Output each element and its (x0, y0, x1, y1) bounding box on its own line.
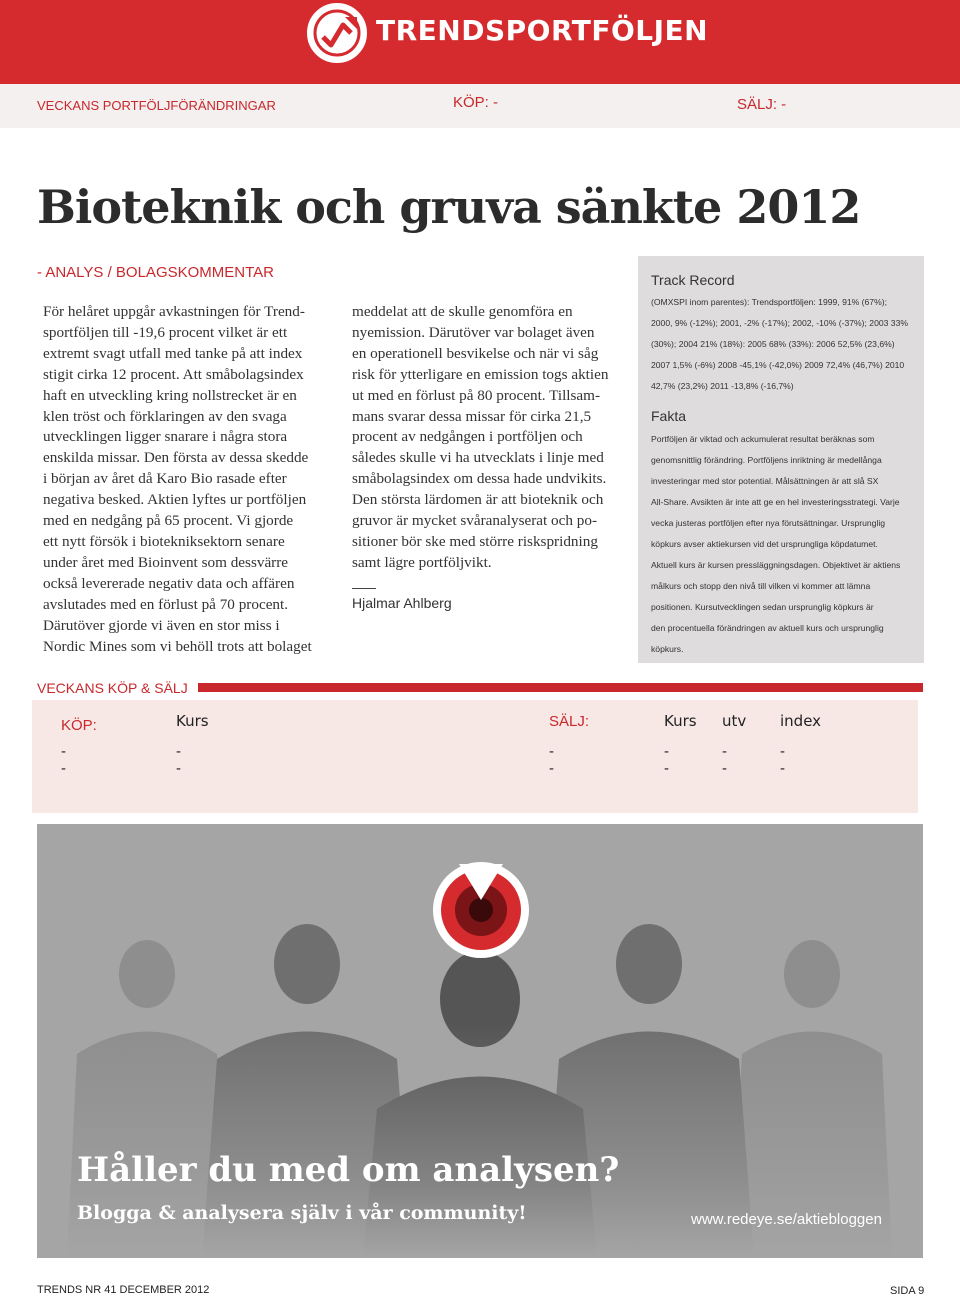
sell-cell: - (549, 743, 554, 760)
target-icon (431, 860, 531, 960)
text-line: klen tröst och förklaringen av den svaga (43, 407, 287, 425)
sell-utv-header: utv (722, 712, 747, 730)
text-line: haft en utveckling kring nollstrecket är en (43, 386, 297, 404)
text-line: under året med Bioinvent som dessvärre (43, 553, 289, 571)
buy-cell: - (176, 760, 181, 777)
text-line: 2007 1,5% (-6%) 2008 -45,1% (-42,0%) 2009 72,4% (46,7%) 2010 (651, 360, 905, 370)
text-line: sportföljen till -19,6 procent vilket är ett (43, 323, 288, 341)
banner-subline: Blogga & analysera själv i vår community! (77, 1202, 527, 1224)
track-record-text (651, 292, 908, 397)
text-line: enskilda missar. Den första av dessa skedde (43, 449, 309, 467)
trades-title-rule (198, 683, 923, 692)
text-line: All-Share. Avsikten är inte att ge en hel investeringsstrategi. Varje (651, 497, 900, 507)
text-line: med en nedgång på 65 procent. Vi gjorde (43, 512, 294, 530)
text-line: 2000, 9% (-12%); 2001, -2% (-17%); 2002, -10% (-37%); 2003 33% (651, 318, 908, 328)
sell-cell: - (780, 743, 785, 760)
text-line: Den största lärdomen är att bioteknik och (352, 491, 604, 509)
sell-cell: - (722, 743, 727, 760)
info-sidebar (638, 256, 924, 663)
text-line: mans svarar dessa missar för cirka 21,5 (352, 407, 592, 425)
text-line: (OMXSPI inom parentes): Trendsportföljen: 1999, 91% (67%); (651, 297, 887, 307)
buy-cell: - (61, 743, 66, 760)
sell-label: SÄLJ: (549, 713, 590, 730)
text-line: avslutades med en förlust på 70 procent. (43, 595, 289, 613)
buy-cell: - (176, 743, 181, 760)
footer-page-number: SIDA 9 (890, 1285, 925, 1297)
text-line: positionen. Kursutvecklingen sedan ursprunglig köpkurs är (651, 602, 874, 612)
text-line: köpkurs. (651, 644, 684, 654)
sell-cell: - (664, 743, 669, 760)
text-line: Aktuell kurs är kursen pressläggningsdagen. Objektivet är aktiens (651, 560, 901, 570)
text-line: köpkurs avser aktiekursen vid det ursprungliga köpdatumet. (651, 539, 878, 549)
sell-cell: - (664, 760, 669, 777)
text-line: 42,7% (23,2%) 2011 -13,8% (-16,7%) (651, 381, 794, 391)
text-line: negativa besked. Aktien lyftes ur portföljen (43, 491, 307, 509)
text-line: procent av nedgången i portföljen och (352, 428, 583, 446)
text-line: i början av året då Karo Bio rasade efter (43, 470, 287, 488)
text-line: meddelat att de skulle genomföra en (352, 303, 573, 320)
text-line: således skulle vi ha utvecklats i linje med (352, 449, 604, 467)
community-banner[interactable] (37, 824, 923, 1258)
section-tag: - ANALYS / BOLAGSKOMMENTAR (37, 264, 274, 281)
text-line: också levererade negativ data och affären (43, 574, 295, 592)
portfolio-changes-label: VECKANS PORTFÖLJFÖRÄNDRINGAR (37, 98, 276, 113)
text-line: ut med en förlust på 80 procent. Tillsam- (352, 386, 601, 404)
text-line: utvecklingen ligger snarare i några stora (43, 428, 288, 446)
text-line: samt lägre portföljvikt. (352, 553, 492, 571)
text-line: en operationell besvikelse och när vi såg (352, 344, 599, 362)
buy-kurs-header: Kurs (176, 712, 209, 730)
sell-cell: - (780, 760, 785, 777)
signature-rule (352, 588, 376, 589)
text-line: stigit cirka 12 procent. Att småbolagsindex (43, 365, 304, 383)
banner-headline: Håller du med om analysen? (77, 1150, 620, 1190)
text-line: För helåret uppgår avkastningen för Trend- (43, 303, 305, 320)
buy-label: KÖP: (61, 717, 97, 734)
text-line: genomsnittlig förändring. Portföljens inriktning är medellånga (651, 455, 882, 465)
text-line: risk för ytterligare en emission togs aktien (352, 365, 609, 383)
text-line: (30%); 2004 21% (18%): 2005 68% (33%): 2006 52,5% (23,6%) (651, 339, 895, 349)
trades-panel (32, 700, 918, 813)
article-headline: Bioteknik och gruva sänkte 2012 (37, 180, 861, 234)
footer-issue: TRENDS NR 41 DECEMBER 2012 (37, 1284, 210, 1296)
brand-name: TRENDSPORTFÖLJEN (376, 14, 709, 47)
buy-summary: KÖP: - (453, 94, 499, 111)
banner-url-link[interactable]: www.redeye.se/aktiebloggen (691, 1211, 882, 1228)
text-line: gruvor är mycket svåranalyserat och po- (352, 512, 598, 530)
text-line: målkurs och stopp den nivå till vilken vi kommer att lämna (651, 581, 871, 591)
article-column-middle (352, 302, 622, 614)
sell-summary: SÄLJ: - (737, 96, 787, 113)
trend-arrow-logo-icon (307, 3, 367, 63)
text-line: sitioner bör ske med större riskspridning (352, 532, 598, 550)
text-line: extremt svagt utfall med tanke på att index (43, 344, 303, 362)
fakta-text (651, 429, 900, 660)
sell-cell: - (549, 760, 554, 777)
sell-cell: - (722, 760, 727, 777)
article-column-left (43, 302, 333, 657)
track-record-heading: Track Record (651, 272, 735, 288)
text-line: investeringar med stor potential. Målsättningen är att slå SX (651, 476, 879, 486)
text-line: Nordic Mines som vi behöll trots att bolaget (43, 637, 312, 655)
sell-kurs-header: Kurs (664, 712, 697, 730)
author-signature: Hjalmar Ahlberg (352, 594, 452, 611)
text-line: ett nytt försök i biotekniksektorn senare (43, 532, 285, 550)
text-line: småbolagsindex om dessa hade undvikits. (352, 470, 607, 488)
fakta-heading: Fakta (651, 408, 687, 424)
trades-title: VECKANS KÖP & SÄLJ (37, 680, 188, 696)
text-line: den procentuella förändringen av aktuell kurs och ursprunglig (651, 623, 884, 633)
text-line: Därutöver gjorde vi även en stor miss i (43, 616, 280, 634)
text-line: Portföljen är viktad och ackumulerat resultat beräknas som (651, 434, 875, 444)
sell-index-header: index (780, 712, 822, 730)
text-line: nyemission. Därutöver var bolaget även (352, 323, 595, 341)
buy-cell: - (61, 760, 66, 777)
text-line: vecka justeras portföljen efter nya förutsättningar. Ursprunglig (651, 518, 886, 528)
